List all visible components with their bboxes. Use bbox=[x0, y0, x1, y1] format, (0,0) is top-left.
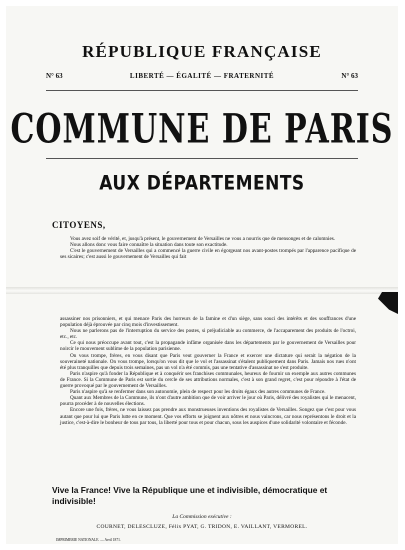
printer-imprint: IMPRIMERIE NATIONALE. — Avril 1871. bbox=[56, 538, 121, 542]
divider-top bbox=[46, 90, 358, 91]
closing-slogan: Vive la France! Vive la République une et indivisible, démocratique et indivisible! bbox=[52, 485, 328, 506]
divider-middle bbox=[46, 158, 358, 159]
paragraph: On vous trompe, frères, en vous disant que Paris veut gouverner la France et exercer une dictature qui serait la négation de la souveraineté nationale. On vous trompe, lorsqu'on vous dit que le vol et l'assassinat s'étalent publiquement dans Paris. Jamais nos rues n'ont été plus tranquilles que depuis trois semaines, pas un vol n'a été commis, pas une tentative d'assassinat ne s'est produite. bbox=[60, 352, 356, 371]
paragraph: Nous allons donc vous faire connaître la situation dans toute son exactitude. bbox=[70, 242, 228, 249]
salutation: CITOYENS, bbox=[52, 220, 106, 230]
commission-label: La Commission exécutive : bbox=[172, 514, 232, 520]
poster-number-left: N° 63 bbox=[46, 72, 63, 80]
paragraph: Vous avez soif de vérité, et, jusqu'à présent, le gouvernement de Versailles ne vous a nourris que de mensonges et de calomnies. bbox=[70, 236, 336, 242]
paragraph: assassiner nos prisonniers, et qui menace Paris des horreurs de la famine et d'un siège, sans souci des intérêts et des souffrances d'une population déjà éprouvée par cinq mois d'investissement. bbox=[60, 316, 356, 329]
poster-number-right: N° 63 bbox=[341, 72, 358, 80]
proclamation-text-top bbox=[60, 236, 356, 260]
poster-sheet bbox=[6, 6, 398, 544]
paragraph: Paris n'aspire qu'à fonder la République et à conquérir ses franchises communales, heureux de fournir un exemple aux autres communes de France. Si la Commune de Paris est sortie du cercle de ses attributions normales, c'est à son grand regret, c'est pour répondre à l'état de guerre provoqué par le gouvernement de Versailles. bbox=[60, 370, 356, 390]
republic-motto: LIBERTÉ — ÉGALITÉ — FRATERNITÉ bbox=[129, 72, 275, 80]
paragraph: Quant aux Membres de la Commune, ils n'ont d'autre ambition que de voir arriver le jour où Paris, délivré des royalistes qui le menacent, pourra procéder à de nouvelles élections. bbox=[60, 395, 356, 408]
paragraph: Paris n'aspire qu'à se renfermer dans son autonomie, plein de respect pour les droits égaux des autres communes de France. bbox=[70, 389, 326, 396]
proclamation-text-bottom bbox=[60, 316, 356, 426]
page-subtitle: AUX DÉPARTEMENTS bbox=[99, 172, 305, 195]
page-title: COMMUNE DE PARIS bbox=[10, 106, 394, 154]
signatories: COURNET, DELESCLUZE, Félix PYAT, G. TRIDON, E. VAILLANT, VERMOREL. bbox=[96, 524, 308, 530]
paragraph: Encore une fois, frères, ne vous laissez pas prendre aux monstrueuses inventions des royalistes de Versailles. Songez que c'est pour vous autant que pour lui que Paris lutte en ce moment. Que vos efforts se joignent aux nôtres et nous vaincrons, car nous représentons le droit et la justice, c'est-à-dire le bonheur de tous par tous, la liberté pour tous et pour chacun, sous les auspices d'une solidarité volontaire et féconde. bbox=[60, 407, 356, 426]
republic-heading: RÉPUBLIQUE FRANÇAISE bbox=[82, 42, 322, 61]
paragraph: Ce qui nous préoccupe avant tout, c'est la propagande infâme organisée dans les départements par le gouvernement de Versailles pour noircir le mouvement sublime de la population parisienne. bbox=[60, 340, 356, 353]
paragraph: C'est le gouvernement de Versailles qui a commencé la guerre civile en égorgeant nos avant-postes trompés par l'apparence pacifique de ses sicaires; c'est aussi le gouvernement de Versailles qui fait bbox=[60, 248, 356, 261]
torn-corner bbox=[378, 292, 398, 314]
paragraph: Nous ne parlerons pas de l'interruption du service des postes, si préjudiciable au commerce, de l'accaparement des produits de l'octroi, etc., etc. bbox=[60, 328, 356, 341]
paper-fold bbox=[6, 287, 398, 294]
